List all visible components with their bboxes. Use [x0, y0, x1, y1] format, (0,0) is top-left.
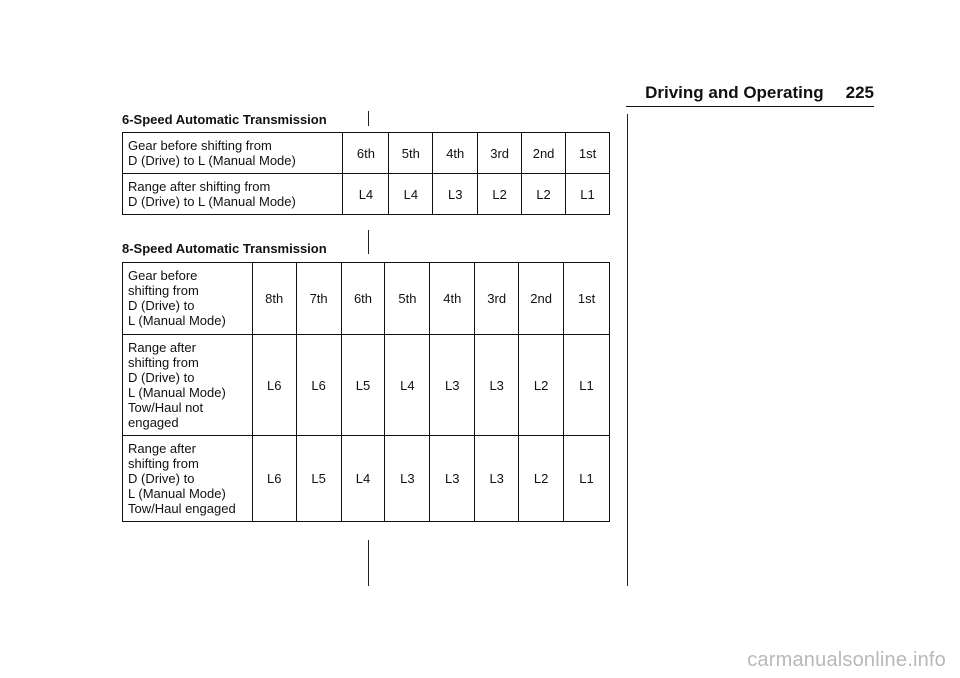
eight-speed-cell: L6	[296, 335, 341, 436]
eight-speed-cell: 6th	[341, 263, 385, 335]
change-bar	[368, 111, 369, 126]
six-speed-row-label: Range after shifting from D (Drive) to L (Manual Mode)	[123, 174, 343, 215]
eight-speed-cell: 8th	[252, 263, 296, 335]
eight-speed-cell: L3	[475, 436, 519, 522]
eight-speed-cell: L6	[252, 436, 296, 522]
section-title: Driving and Operating	[645, 83, 824, 102]
eight-speed-row-label: Gear before shifting from D (Drive) to L (Manual Mode)	[123, 263, 253, 335]
six-speed-title: 6-Speed Automatic Transmission	[122, 112, 327, 127]
eight-speed-cell: L5	[341, 335, 385, 436]
eight-speed-row-label: Range after shifting from D (Drive) to L (Manual Mode) Tow/Haul engaged	[123, 436, 253, 522]
six-speed-cell: 2nd	[522, 133, 566, 174]
eight-speed-cell: 2nd	[519, 263, 564, 335]
six-speed-row-label: Gear before shifting from D (Drive) to L (Manual Mode)	[123, 133, 343, 174]
eight-speed-title: 8-Speed Automatic Transmission	[122, 241, 327, 256]
eight-speed-cell: L3	[430, 436, 475, 522]
six-speed-cell: L4	[343, 174, 389, 215]
eight-speed-row	[123, 335, 610, 436]
eight-speed-cell: 1st	[564, 263, 610, 335]
eight-speed-cell: L3	[385, 436, 430, 522]
page-number: 225	[845, 83, 874, 102]
eight-speed-cell: L4	[385, 335, 430, 436]
change-bar	[368, 230, 369, 254]
eight-speed-row-label: Range after shifting from D (Drive) to L (Manual Mode) Tow/Haul not engaged	[123, 335, 253, 436]
six-speed-cell: 1st	[566, 133, 610, 174]
six-speed-row	[123, 174, 610, 215]
eight-speed-row	[123, 263, 610, 335]
six-speed-cell: L2	[478, 174, 522, 215]
eight-speed-cell: L4	[341, 436, 385, 522]
six-speed-cell: 6th	[343, 133, 389, 174]
eight-speed-cell: 5th	[385, 263, 430, 335]
page-header	[645, 83, 874, 103]
eight-speed-cell: 7th	[296, 263, 341, 335]
eight-speed-cell: L1	[564, 436, 610, 522]
eight-speed-cell: 3rd	[475, 263, 519, 335]
six-speed-cell: L1	[566, 174, 610, 215]
six-speed-row	[123, 133, 610, 174]
eight-speed-cell: L1	[564, 335, 610, 436]
six-speed-cell: 5th	[389, 133, 433, 174]
six-speed-cell: L4	[389, 174, 433, 215]
six-speed-table	[122, 132, 610, 215]
change-bar	[368, 540, 369, 586]
six-speed-cell: L2	[522, 174, 566, 215]
eight-speed-cell: 4th	[430, 263, 475, 335]
eight-speed-cell: L6	[252, 335, 296, 436]
eight-speed-cell: L2	[519, 436, 564, 522]
eight-speed-cell: L5	[296, 436, 341, 522]
eight-speed-table	[122, 262, 610, 522]
six-speed-cell: L3	[433, 174, 478, 215]
eight-speed-cell: L2	[519, 335, 564, 436]
column-divider	[627, 114, 628, 586]
eight-speed-row	[123, 436, 610, 522]
header-rule	[626, 106, 874, 107]
six-speed-cell: 4th	[433, 133, 478, 174]
watermark: carmanualsonline.info	[747, 649, 946, 671]
eight-speed-cell: L3	[430, 335, 475, 436]
six-speed-cell: 3rd	[478, 133, 522, 174]
eight-speed-cell: L3	[475, 335, 519, 436]
